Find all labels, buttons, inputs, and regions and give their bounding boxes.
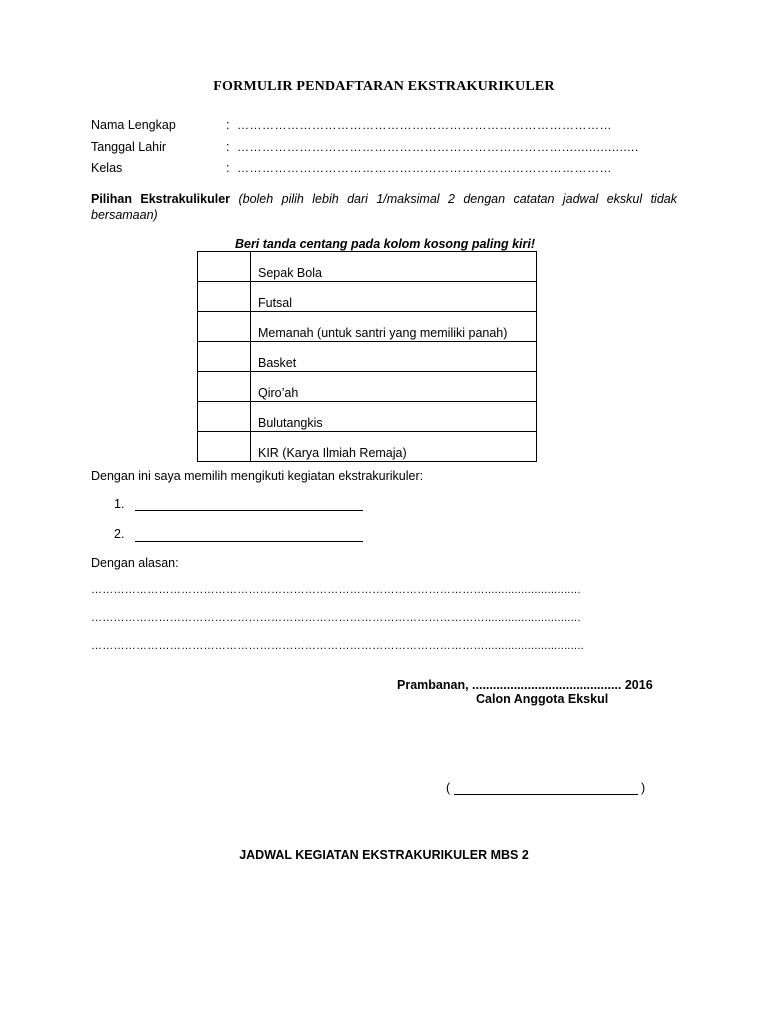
- schedule-title: JADWAL KEGIATAN EKSTRAKURIKULER MBS 2: [239, 848, 529, 862]
- selection-line-1[interactable]: [135, 510, 363, 511]
- choice-heading: Pilihan Ekstrakulikuler: [91, 192, 231, 206]
- option-label: Bulutangkis: [251, 402, 537, 432]
- option-row: [198, 342, 537, 372]
- field-sep-birthdate: :: [226, 140, 230, 154]
- option-checkbox-cell[interactable]: [198, 432, 251, 462]
- signature-name-line[interactable]: [454, 794, 638, 795]
- choice-note: (boleh pilih lebih dari 1/maksimal 2 dengan catatan jadwal ekskul tidak bersamaan): [91, 192, 677, 222]
- option-row: [198, 282, 537, 312]
- field-label-class: Kelas: [91, 161, 123, 175]
- option-row: [198, 402, 537, 432]
- field-dots-class[interactable]: ………………………………………………………………………………: [237, 161, 612, 175]
- field-dots-birthdate[interactable]: ……………………………………………………………………....................: [237, 140, 639, 154]
- option-label: Futsal: [251, 282, 537, 312]
- reason-label: Dengan alasan:: [91, 556, 179, 570]
- field-dots-name[interactable]: ………………………………………………………………………………: [237, 118, 612, 132]
- field-sep-name: :: [226, 118, 230, 132]
- selection-statement: Dengan ini saya memilih mengikuti kegiatan ekstrakurikuler:: [91, 469, 424, 483]
- field-label-name: Nama Lengkap: [91, 118, 176, 132]
- option-row: [198, 312, 537, 342]
- option-checkbox-cell[interactable]: [198, 342, 251, 372]
- checkbox-instruction: Beri tanda centang pada kolom kosong paling kiri!: [234, 237, 536, 251]
- option-checkbox-cell[interactable]: [198, 312, 251, 342]
- signature-role: Calon Anggota Ekskul: [476, 692, 609, 706]
- form-title: FORMULIR PENDAFTARAN EKSTRAKURIKULER: [213, 79, 555, 94]
- selection-line-2[interactable]: [135, 541, 363, 542]
- reason-line-2[interactable]: …………………………………………………………………………………………….............................: [91, 612, 581, 624]
- option-label: Sepak Bola: [251, 252, 537, 282]
- option-label: Qiro’ah: [251, 372, 537, 402]
- extracurricular-options-table: [197, 251, 537, 462]
- reason-line-1[interactable]: …………………………………………………………………………………………….............................: [91, 584, 581, 596]
- selection-number-1: 1.: [114, 497, 125, 511]
- option-checkbox-cell[interactable]: [198, 252, 251, 282]
- field-sep-class: :: [226, 161, 230, 175]
- reason-line-3[interactable]: ……………………………………………………………………………………………..............................: [91, 640, 584, 652]
- option-checkbox-cell[interactable]: [198, 402, 251, 432]
- option-checkbox-cell[interactable]: [198, 282, 251, 312]
- signature-open-paren: (: [446, 781, 451, 795]
- option-label: KIR (Karya Ilmiah Remaja): [251, 432, 537, 462]
- field-label-birthdate: Tanggal Lahir: [91, 140, 167, 154]
- selection-number-2: 2.: [114, 527, 125, 541]
- signature-close-paren: ): [641, 781, 646, 795]
- option-row: [198, 252, 537, 282]
- choice-intro: [91, 191, 677, 223]
- signature-place-date: Prambanan, ........................................... 2016: [397, 678, 653, 692]
- option-row: [198, 432, 537, 462]
- option-label: Basket: [251, 342, 537, 372]
- option-row: [198, 372, 537, 402]
- option-checkbox-cell[interactable]: [198, 372, 251, 402]
- option-label: Memanah (untuk santri yang memiliki panah): [251, 312, 537, 342]
